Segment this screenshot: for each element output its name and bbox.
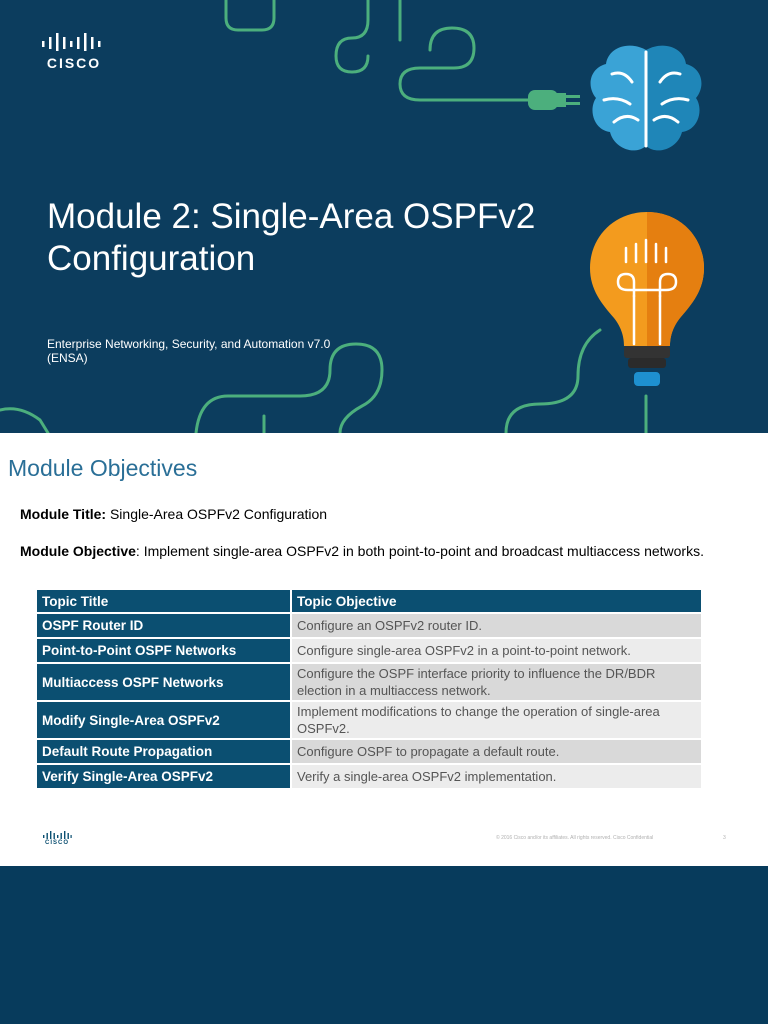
plug-icon xyxy=(528,90,580,110)
cisco-bars-icon xyxy=(40,33,108,51)
topic-objective-cell: Verify a single-area OSPFv2 implementation. xyxy=(292,765,701,788)
module-title-paragraph xyxy=(20,505,740,523)
footer-cisco-logo xyxy=(42,831,72,847)
module-title-value: Single-Area OSPFv2 Configuration xyxy=(106,506,328,522)
objectives-slide xyxy=(0,433,768,866)
table-row xyxy=(37,702,701,738)
module-objective-paragraph xyxy=(20,542,740,560)
topic-objective-cell: Configure OSPF to propagate a default route. xyxy=(292,740,701,763)
table-row xyxy=(37,664,701,700)
footer-cisco-wordmark: CISCO xyxy=(44,840,69,846)
slide-title-line2: Configuration xyxy=(47,239,256,278)
copyright-notice: © 2016 Cisco and/or its affiliates. All rights reserved. Cisco Confidential xyxy=(496,835,654,841)
page-number: 3 xyxy=(723,835,726,841)
objectives-heading: Module Objectives xyxy=(8,455,198,481)
topic-objective-cell: Implement modifications to change the operation of single-area OSPFv2. xyxy=(292,702,701,738)
title-slide xyxy=(0,0,768,433)
table-header-topic-title: Topic Title xyxy=(37,590,292,612)
topic-objective-cell: Configure an OSPFv2 router ID. xyxy=(292,614,701,637)
cisco-wordmark: CISCO xyxy=(46,55,102,71)
table-row xyxy=(37,639,701,662)
lightbulb-icon xyxy=(590,212,704,386)
topic-title-cell: Default Route Propagation xyxy=(37,740,292,763)
table-header-row xyxy=(37,590,701,612)
brain-icon xyxy=(591,46,702,151)
slide-title-line1: Module 2: Single-Area OSPFv2 xyxy=(47,197,536,236)
slide-subtitle xyxy=(47,337,427,365)
topic-title-cell: Modify Single-Area OSPFv2 xyxy=(37,702,292,738)
topic-title-cell: OSPF Router ID xyxy=(37,614,292,637)
topic-title-cell: Multiaccess OSPF Networks xyxy=(37,664,292,700)
table-row xyxy=(37,740,701,763)
objectives-table xyxy=(37,588,701,790)
slide-subtitle-line2: (ENSA) xyxy=(47,351,88,365)
table-row xyxy=(37,614,701,637)
topic-title-cell: Verify Single-Area OSPFv2 xyxy=(37,765,292,788)
topic-objective-cell: Configure single-area OSPFv2 in a point-to-point network. xyxy=(292,639,701,662)
module-objective-label: Module Objective xyxy=(20,543,136,559)
topic-objective-cell: Configure the OSPF interface priority to influence the DR/BDR election in a multiaccess network. xyxy=(292,664,701,700)
slide-subtitle-line1: Enterprise Networking, Security, and Automation v7.0 xyxy=(47,337,331,351)
bottom-background xyxy=(0,866,768,1024)
table-row xyxy=(37,765,701,788)
cisco-logo xyxy=(38,33,110,73)
table-header-topic-objective: Topic Objective xyxy=(292,590,701,612)
module-objective-value: : Implement single-area OSPFv2 in both point-to-point and broadcast multiaccess networks. xyxy=(135,543,704,559)
topic-title-cell: Point-to-Point OSPF Networks xyxy=(37,639,292,662)
slide-title xyxy=(47,196,607,280)
module-title-label: Module Title: xyxy=(20,506,107,522)
footer-cisco-bars-icon xyxy=(42,831,72,839)
